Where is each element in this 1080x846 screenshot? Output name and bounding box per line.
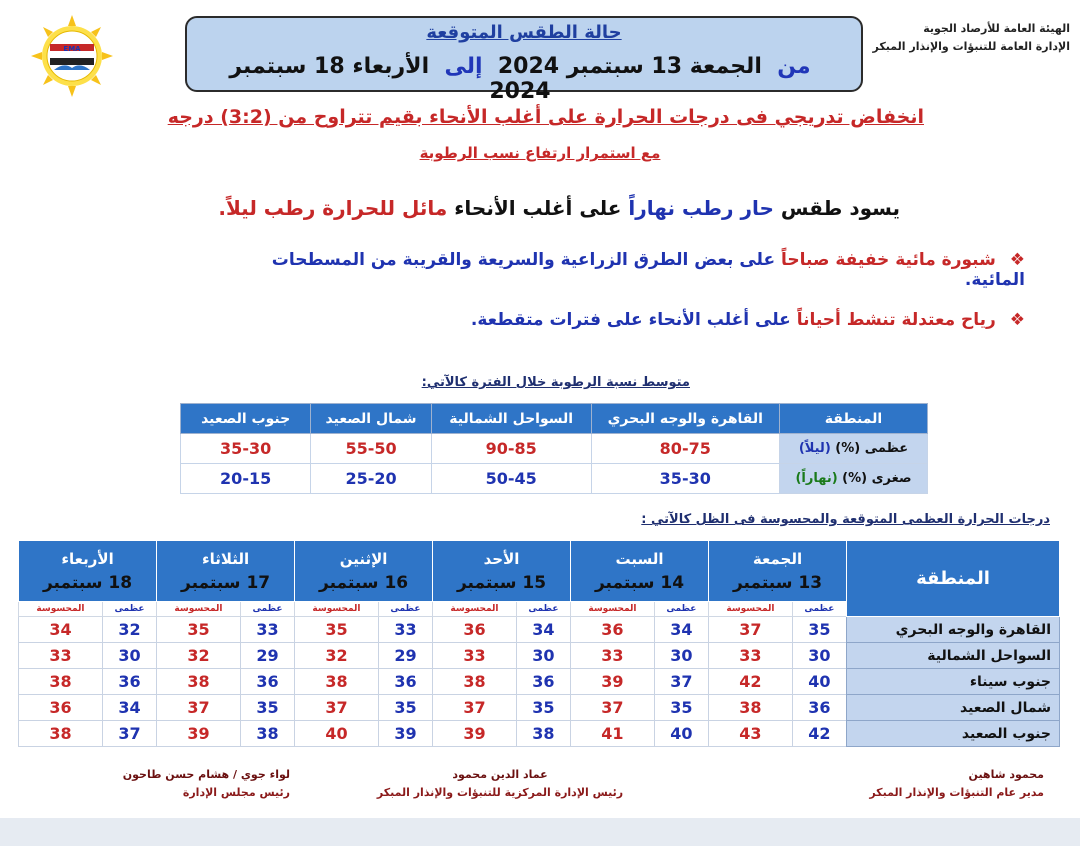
feels-temp-cell: 37 — [571, 695, 655, 721]
max-subheader: عظمى — [654, 602, 708, 617]
feels-temp-cell: 36 — [433, 617, 517, 643]
max-temp-cell: 39 — [378, 721, 432, 747]
humidity-min-row — [181, 464, 928, 494]
temperature-table — [18, 540, 1060, 747]
signature-left-name: لواء جوي / هشام حسن طاحون — [122, 768, 290, 781]
feels-subheader: المحسوسة — [157, 602, 241, 617]
day-date: 14 سبتمبر — [594, 573, 685, 593]
day-header-2 — [433, 541, 571, 602]
humidity-min-south-upper: 20-15 — [181, 464, 311, 494]
diamond-bullet-icon: ❖ — [1009, 310, 1025, 330]
max-temp-cell: 34 — [654, 617, 708, 643]
feels-temp-cell: 34 — [19, 617, 103, 643]
max-temp-cell: 36 — [240, 669, 294, 695]
diamond-bullet-icon: ❖ — [1009, 250, 1025, 270]
signature-left — [60, 766, 290, 802]
max-temp-cell: 34 — [516, 617, 570, 643]
day-name: السبت — [615, 550, 664, 568]
bullet-wind-text: على أغلب الأنحاء على فترات متقطعة. — [470, 310, 791, 330]
day-date: 13 سبتمبر — [732, 573, 823, 593]
day-date: 18 سبتمبر — [42, 573, 133, 593]
day-header-0 — [709, 541, 847, 602]
logo-text: EMA — [63, 45, 81, 53]
day-name: الأربعاء — [61, 550, 114, 568]
bullet-wind — [225, 310, 1025, 330]
feels-temp-cell: 37 — [709, 617, 793, 643]
max-temp-cell: 36 — [378, 669, 432, 695]
feels-subheader: المحسوسة — [433, 602, 517, 617]
bullet-fog-text: على بعض الطرق الزراعية والسريعة والقريبة من المسطحات المائية. — [271, 250, 1025, 290]
feels-temp-cell: 37 — [433, 695, 517, 721]
day-name: الأحد — [483, 550, 520, 568]
humidity-region-header: المنطقة — [779, 404, 927, 434]
feels-subheader: المحسوسة — [19, 602, 103, 617]
feels-temp-cell: 39 — [433, 721, 517, 747]
humidity-min-north-upper: 25-20 — [311, 464, 432, 494]
row-region-name: شمال الصعيد — [847, 695, 1060, 721]
feels-temp-cell: 37 — [157, 695, 241, 721]
max-temp-cell: 33 — [378, 617, 432, 643]
max-temp-cell: 30 — [792, 643, 846, 669]
day-date: 15 سبتمبر — [456, 573, 547, 593]
table-row — [19, 617, 1060, 643]
max-temp-cell: 35 — [516, 695, 570, 721]
signature-middle-name: عماد الدين محمود — [452, 768, 548, 781]
humidity-max-label — [779, 434, 927, 464]
max-temp-cell: 40 — [792, 669, 846, 695]
headline-temperature-drop: انخفاض تدريجي فى درجات الحرارة على أغلب الأنحاء بقيم تتراوح من (3:2) درجه — [167, 106, 924, 128]
temperature-day-header-row — [19, 541, 1060, 602]
max-temp-cell: 30 — [516, 643, 570, 669]
day-date: 16 سبتمبر — [319, 573, 409, 593]
max-temp-cell: 35 — [378, 695, 432, 721]
feels-temp-cell: 36 — [19, 695, 103, 721]
humidity-col-cairo: القاهرة والوجه البحري — [591, 404, 779, 434]
max-temp-cell: 42 — [792, 721, 846, 747]
forecast-period — [200, 54, 840, 104]
feels-temp-cell: 38 — [19, 669, 103, 695]
max-temp-cell: 29 — [240, 643, 294, 669]
signature-right-title: مدير عام التنبؤات والإنذار المبكر — [869, 786, 1044, 799]
page-title: حالة الطقس المتوقعة — [426, 22, 622, 43]
max-temp-cell: 29 — [378, 643, 432, 669]
feels-temp-cell: 38 — [433, 669, 517, 695]
day-date: 17 سبتمبر — [181, 573, 271, 593]
org-department: الإدارة العامة للتنبؤات والإنذار المبكر — [872, 40, 1070, 53]
signature-right — [784, 766, 1044, 802]
signature-left-title: رئيس مجلس الإدارة — [182, 786, 290, 799]
max-temp-cell: 35 — [792, 617, 846, 643]
max-subheader: عظمى — [240, 602, 294, 617]
max-subheader: عظمى — [102, 602, 156, 617]
feels-temp-cell: 38 — [295, 669, 379, 695]
humidity-min-label — [779, 464, 927, 494]
feels-temp-cell: 41 — [571, 721, 655, 747]
max-subheader: عظمى — [792, 602, 846, 617]
feels-temp-cell: 33 — [571, 643, 655, 669]
row-region-name: جنوب سيناء — [847, 669, 1060, 695]
ema-logo — [20, 14, 124, 98]
max-temp-cell: 37 — [654, 669, 708, 695]
summary-part-2: حار رطب نهاراً — [628, 196, 774, 220]
humidity-col-south-upper: جنوب الصعيد — [181, 404, 311, 434]
summary-part-3: على أغلب الأنحاء — [454, 196, 622, 220]
feels-temp-cell: 33 — [433, 643, 517, 669]
bottom-band — [0, 818, 1080, 846]
day-name: الإثنين — [339, 550, 388, 568]
feels-temp-cell: 32 — [157, 643, 241, 669]
table-row — [19, 669, 1060, 695]
feels-temp-cell: 38 — [157, 669, 241, 695]
period-from-word: من — [777, 54, 811, 79]
humidity-min-cairo: 35-30 — [591, 464, 779, 494]
feels-temp-cell: 33 — [709, 643, 793, 669]
max-temp-cell: 30 — [654, 643, 708, 669]
feels-temp-cell: 42 — [709, 669, 793, 695]
humidity-max-north-coast: 90-85 — [431, 434, 591, 464]
feels-temp-cell: 36 — [571, 617, 655, 643]
humidity-min-north-coast: 50-45 — [431, 464, 591, 494]
summary-part-4: مائل للحرارة رطب ليلاً. — [218, 196, 448, 220]
day-name: الثلاثاء — [201, 550, 250, 568]
max-temp-cell: 30 — [102, 643, 156, 669]
max-temp-cell: 38 — [516, 721, 570, 747]
max-subheader: عظمى — [378, 602, 432, 617]
max-note: (ليلاً) — [798, 441, 831, 456]
feels-temp-cell: 38 — [709, 695, 793, 721]
temperature-caption: درجات الحرارة العظمى المتوقعة والمحسوسة فى الظل كالآتي : — [641, 512, 1050, 527]
humidity-header-row — [181, 404, 928, 434]
row-region-name: السواحل الشمالية — [847, 643, 1060, 669]
humidity-max-north-upper: 55-50 — [311, 434, 432, 464]
feels-temp-cell: 39 — [157, 721, 241, 747]
max-temp-cell: 35 — [240, 695, 294, 721]
max-temp-cell: 36 — [516, 669, 570, 695]
feels-temp-cell: 35 — [295, 617, 379, 643]
feels-temp-cell: 40 — [295, 721, 379, 747]
feels-subheader: المحسوسة — [295, 602, 379, 617]
feels-temp-cell: 43 — [709, 721, 793, 747]
max-temp-cell: 38 — [240, 721, 294, 747]
max-temp-cell: 32 — [102, 617, 156, 643]
bullet-fog — [225, 250, 1025, 290]
max-temp-cell: 33 — [240, 617, 294, 643]
humidity-caption: متوسط نسبة الرطوبة خلال الفترة كالآتي: — [421, 375, 690, 390]
max-temp-cell: 40 — [654, 721, 708, 747]
headline-humidity: مع استمرار ارتفاع نسب الرطوبة — [419, 144, 661, 162]
feels-temp-cell: 35 — [157, 617, 241, 643]
signature-middle-title: رئيس الإدارة المركزية للتنبؤات والإنذار المبكر — [376, 786, 624, 799]
feels-temp-cell: 33 — [19, 643, 103, 669]
table-row — [19, 695, 1060, 721]
feels-subheader: المحسوسة — [709, 602, 793, 617]
signature-right-name: محمود شاهين — [968, 768, 1044, 781]
max-temp-cell: 37 — [102, 721, 156, 747]
humidity-table — [180, 403, 928, 494]
max-temp-cell: 36 — [792, 695, 846, 721]
org-name: الهيئة العامة للأرصاد الجوية — [923, 22, 1070, 35]
table-row — [19, 721, 1060, 747]
humidity-max-south-upper: 35-30 — [181, 434, 311, 464]
humidity-col-north-upper: شمال الصعيد — [311, 404, 432, 434]
day-header-5 — [19, 541, 157, 602]
summary-part-1: يسود طقس — [780, 196, 900, 220]
min-label-text: صغرى (%) — [842, 471, 912, 486]
feels-subheader: المحسوسة — [571, 602, 655, 617]
feels-temp-cell: 39 — [571, 669, 655, 695]
temperature-region-header: المنطقة — [847, 541, 1060, 617]
period-to-date: الأربعاء 18 سبتمبر 2024 — [229, 54, 551, 104]
max-label-text: عظمى (%) — [835, 441, 909, 456]
bullet-fog-highlight: شبورة مائية خفيفة صباحاً — [781, 250, 996, 270]
day-header-3 — [295, 541, 433, 602]
max-temp-cell: 34 — [102, 695, 156, 721]
headline-weather-summary — [140, 196, 900, 220]
feels-temp-cell: 38 — [19, 721, 103, 747]
day-header-4 — [157, 541, 295, 602]
feels-temp-cell: 32 — [295, 643, 379, 669]
max-subheader: عظمى — [516, 602, 570, 617]
bullet-wind-highlight: رياح معتدلة تنشط أحياناً — [796, 310, 996, 330]
row-region-name: جنوب الصعيد — [847, 721, 1060, 747]
humidity-col-north-coast: السواحل الشمالية — [431, 404, 591, 434]
day-header-1 — [571, 541, 709, 602]
min-note: (نهاراً) — [795, 471, 838, 486]
humidity-max-row — [181, 434, 928, 464]
period-from-date: الجمعة 13 سبتمبر 2024 — [497, 54, 762, 79]
row-region-name: القاهرة والوجه البحري — [847, 617, 1060, 643]
signature-middle — [360, 766, 640, 802]
max-temp-cell: 35 — [654, 695, 708, 721]
day-name: الجمعة — [752, 550, 803, 568]
max-temp-cell: 36 — [102, 669, 156, 695]
table-row — [19, 643, 1060, 669]
humidity-max-cairo: 80-75 — [591, 434, 779, 464]
period-to-word: إلى — [444, 54, 483, 79]
feels-temp-cell: 37 — [295, 695, 379, 721]
